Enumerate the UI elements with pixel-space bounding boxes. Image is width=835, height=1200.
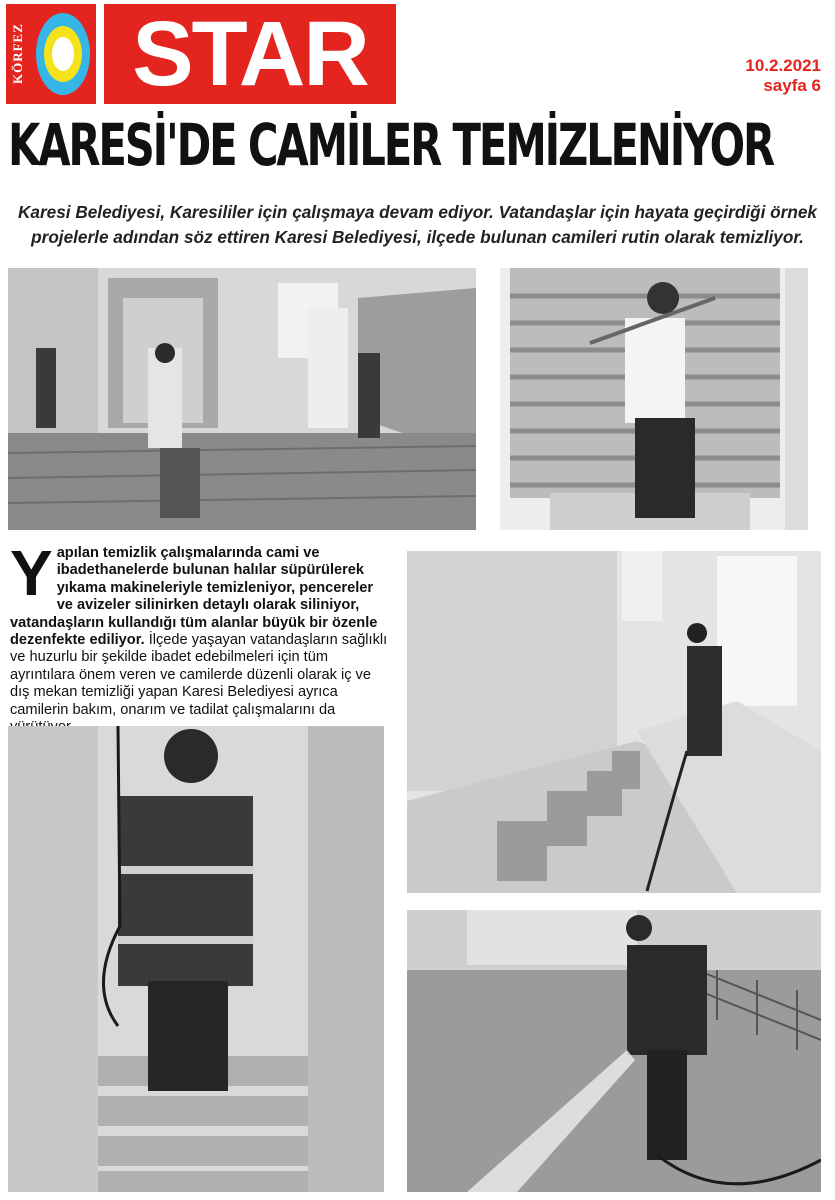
masthead-side-text: KÖRFEZ: [10, 23, 25, 85]
drop-cap: Y: [10, 537, 53, 609]
shoe-rack-photo: [500, 268, 808, 530]
courtyard-photo: [407, 910, 821, 1192]
body-bold-text: apılan temizlik çalışmalarında cami ve ibadethanelerde bulunan halılar süpürülerek yıkama makineleriyle temizleniyor, pencereler ve avizeler silinirken detaylı olarak siliniyor, vatandaşların kullandığı tüm alanlar büyük bir özenle dezenfekte ediliyor.: [10, 545, 378, 649]
body-regular-text: İlçede yaşayan vatandaşların sağlıklı ve huzurlu bir şekilde ibadet edebilmeleri için tüm ayrıntılara önem veren ve camilerde düzenli olarak iç ve dış mekan temizliği yapan Karesi Belediyesi ayrıca camilerin bakım, onarım ve tadilat çalışmalarını da: [10, 632, 388, 718]
newspaper-logo: [104, 4, 396, 104]
newspaper-name: STAR: [132, 3, 368, 105]
issue-date: 10.2.2021: [745, 56, 821, 75]
masthead-side-label: [6, 4, 30, 104]
staircase-photo: [8, 726, 384, 1192]
mosque-interior-photo: [8, 268, 476, 530]
headline: KARESİ'DE CAMİLER TEMİZLENİYOR: [8, 111, 773, 179]
article-body: [10, 537, 390, 736]
logo-eye-icon: [30, 4, 96, 104]
lead-paragraph: Karesi Belediyesi, Karesililer için çalışmaya devam ediyor. Vatandaşlar için hayata geçirdiği örnek projelerle adından söz ettiren Karesi Belediyesi, ilçede bulunan camileri rutin olarak temizliyor.: [18, 202, 817, 247]
ablution-area-photo: [407, 551, 821, 893]
issue-info: [745, 56, 821, 96]
page-number: sayfa 6: [763, 76, 821, 95]
